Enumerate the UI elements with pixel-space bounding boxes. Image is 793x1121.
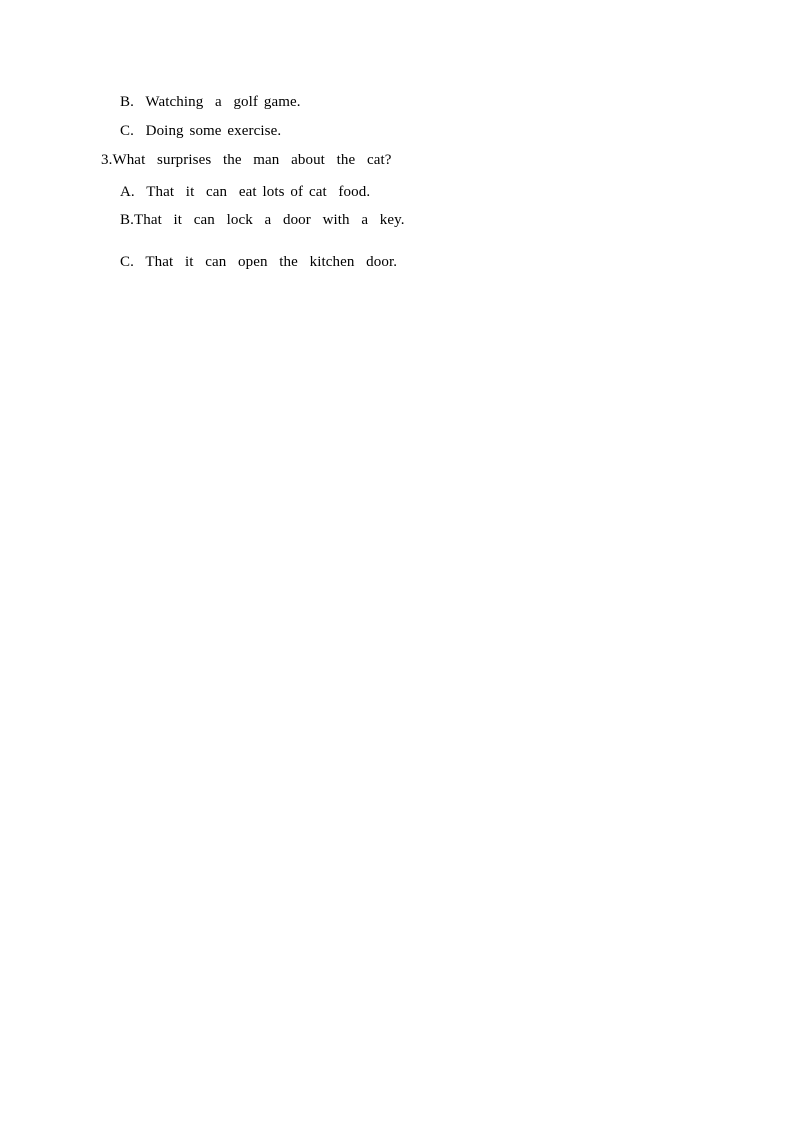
question-3-option-b: B.That it can lock a door with a key. bbox=[120, 212, 405, 228]
option-c-doing-exercise: C. Doing some exercise. bbox=[120, 123, 282, 139]
question-3-option-a: A. That it can eat lots of cat food. bbox=[120, 184, 371, 200]
question-3-option-c: C. That it can open the kitchen door. bbox=[120, 254, 398, 270]
option-b-watching-golf: B. Watching a golf game. bbox=[120, 94, 301, 110]
question-3-text: 3.What surprises the man about the cat? bbox=[101, 152, 392, 168]
